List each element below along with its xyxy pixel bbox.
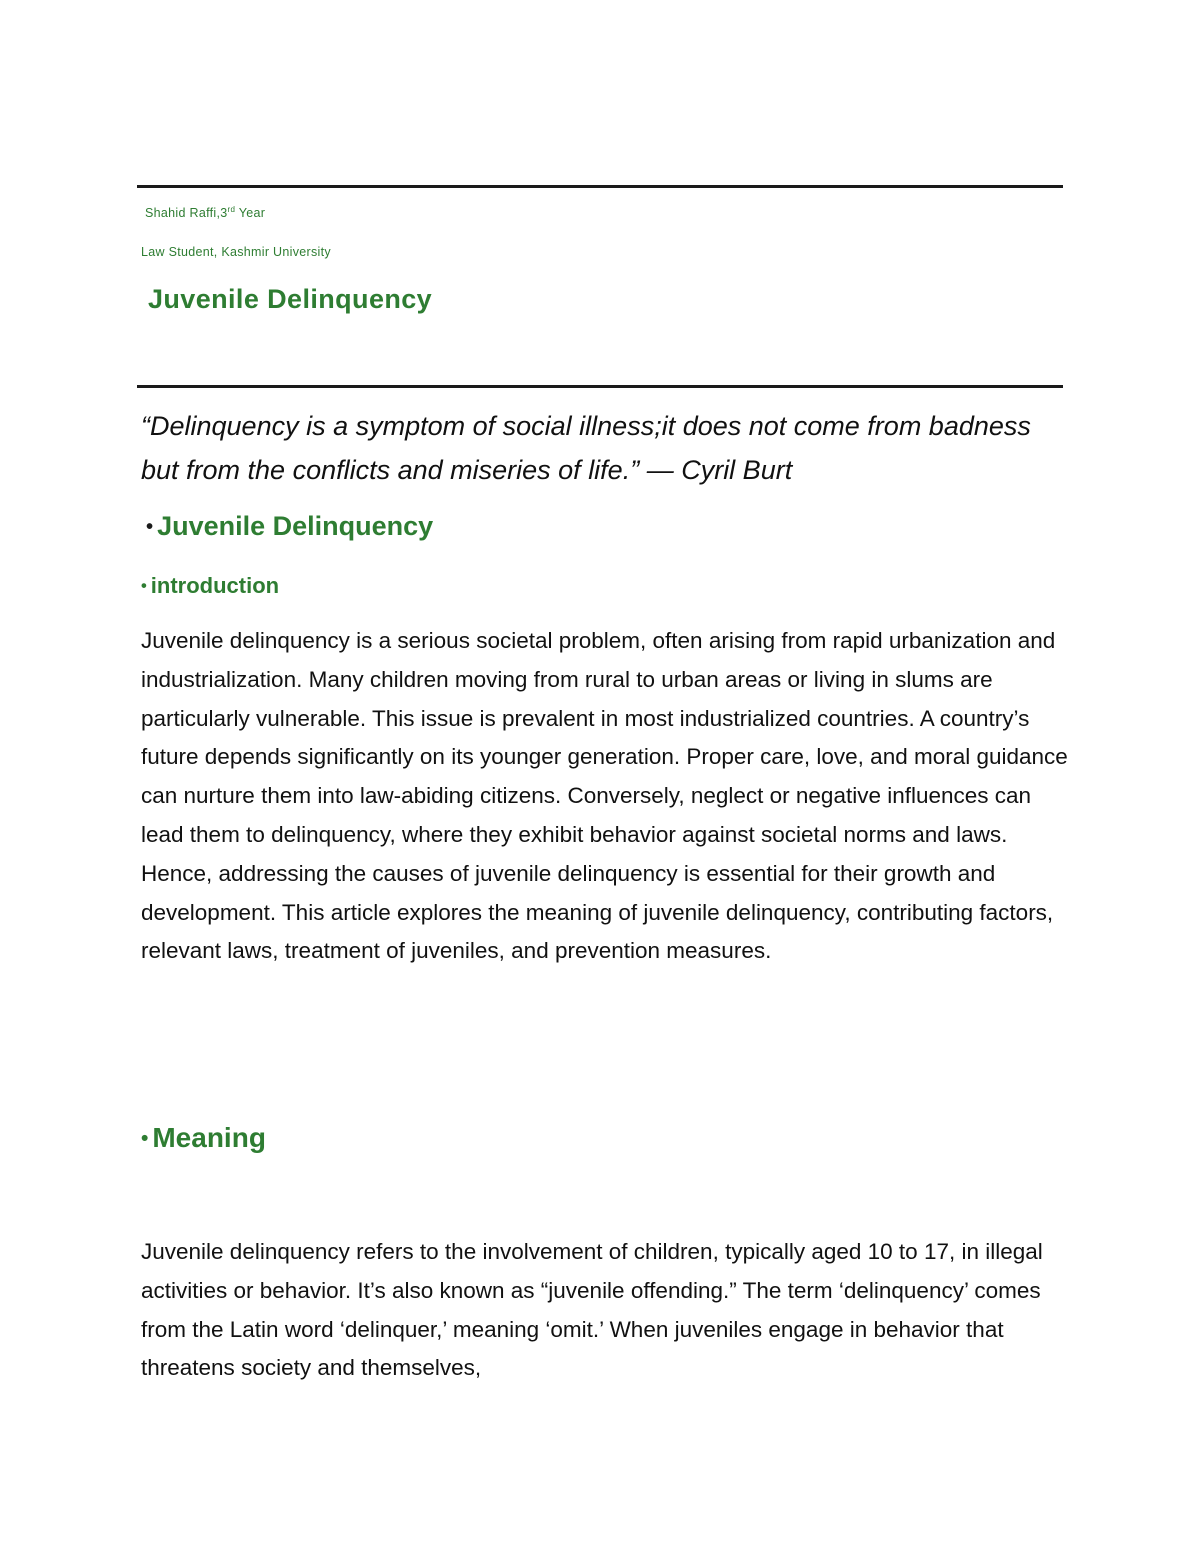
bullet-icon: • [141,577,147,595]
heading-label: introduction [150,573,280,598]
author-ordinal: rd [227,204,236,214]
title-divider [137,385,1063,388]
introduction-paragraph: Juvenile delinquency is a serious societal problem, often arising from rapid urbanization and industrialization. Many children moving from rural to urban areas or living in slums are particularly vulnerable. This issue is prevalent in most industrialized countries. A country’s future depends significantly on its younger generation. Proper care, love, and moral guidance can nurture them into law-abiding citizens. Conversely, neglect or negative influences can lead them to delinquency, where they exhibit behavior against societal norms and laws. Hence, addressing the causes of juvenile delinquency is essential for their growth and development. This article explores the meaning of juvenile delinquency, contributing factors, relevant laws, treatment of juveniles, and prevention measures. [141,628,1068,964]
heading-label: Juvenile Delinquency [157,511,434,541]
bullet-icon: • [146,516,154,538]
section-heading-meaning [141,1122,266,1154]
document-title: Juvenile Delinquency [148,284,433,314]
author-affiliation: Law Student, Kashmir University [141,245,331,259]
author-year: Year [235,206,266,220]
top-divider [137,185,1063,188]
section-heading-juvenile-delinquency [146,511,433,542]
author-line [145,206,265,220]
meaning-paragraph: Juvenile delinquency refers to the involvement of children, typically aged 10 to 17, in illegal activities or behavior. It’s also known as “juvenile offending.” The term ‘delinquency’ comes from the Latin word ‘delinquer,’ meaning ‘omit.’ When juveniles engage in behavior that threatens society and themselves, [141,1239,1043,1381]
epigraph-quote: “Delinquency is a symptom of social illness;it does not come from badness but from the conflicts and miseries of life.” — Cyril Burt [141,411,1031,485]
author-name: Shahid Raffi,3 [145,206,228,220]
section-heading-introduction [141,573,279,599]
heading-label: Meaning [152,1122,266,1153]
bullet-icon: • [141,1127,149,1150]
